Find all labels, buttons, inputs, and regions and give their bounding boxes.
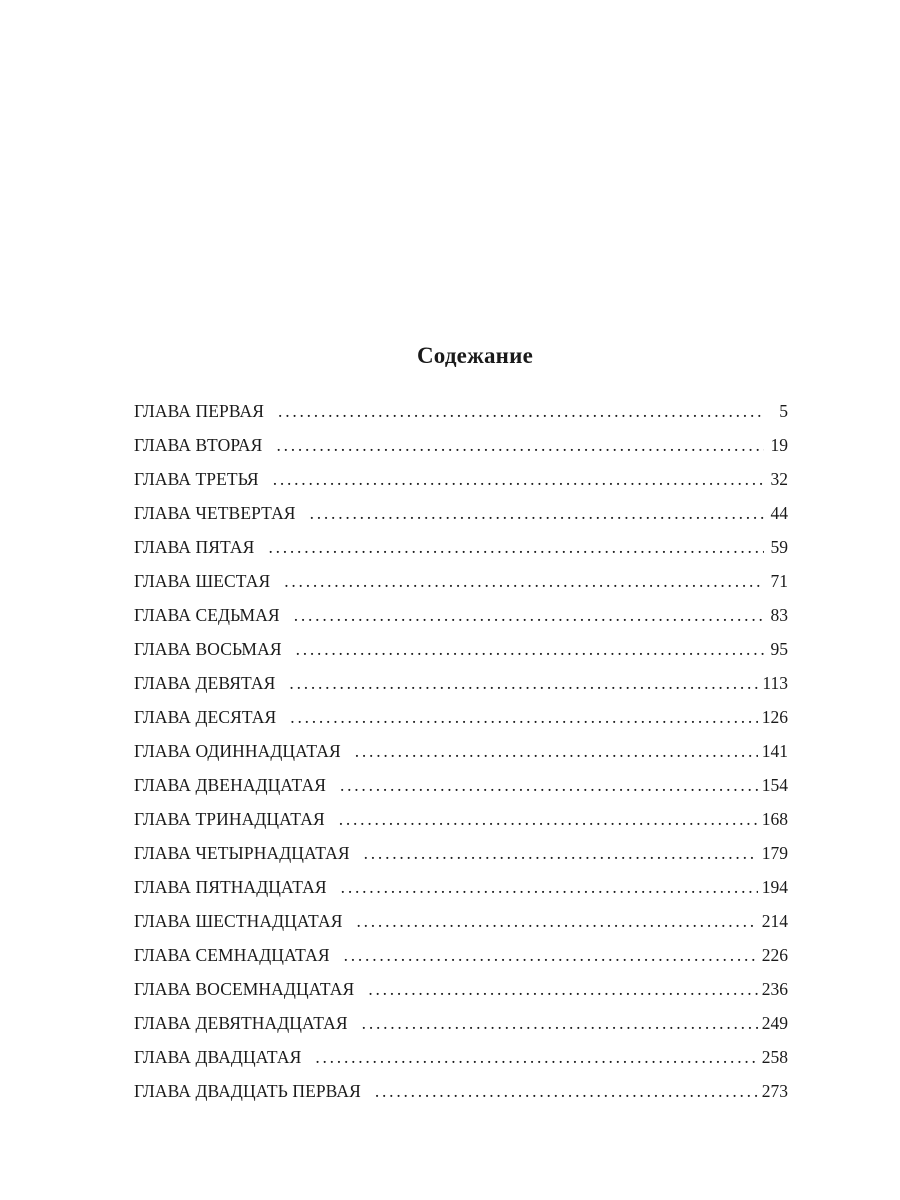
- toc-entry: [134, 771, 788, 805]
- dot-leader: [364, 839, 758, 867]
- dot-leader: [368, 975, 757, 1003]
- toc-entry: [134, 669, 788, 703]
- dot-leader: [310, 499, 764, 527]
- toc-entry: [134, 397, 788, 431]
- chapter-title: ГЛАВА ТРЕТЬЯ: [134, 469, 259, 489]
- dot-leader: [340, 771, 758, 799]
- chapter-title: ГЛАВА ВОСЕМНАДЦАТАЯ: [134, 979, 355, 999]
- dot-leader: [339, 805, 758, 833]
- page-number: 168: [761, 809, 788, 829]
- dot-leader: [289, 669, 758, 697]
- dot-leader: [268, 533, 764, 561]
- chapter-title: ГЛАВА ТРИНАДЦАТАЯ: [134, 809, 325, 829]
- page-number: 126: [761, 707, 788, 727]
- dot-leader: [355, 737, 758, 765]
- chapter-title: ГЛАВА ШЕСТАЯ: [134, 571, 271, 591]
- toc-entry: [134, 465, 788, 499]
- toc-entry: [134, 1043, 788, 1077]
- table-of-contents: [134, 397, 788, 1111]
- page-number: 71: [770, 571, 788, 591]
- chapter-title: ГЛАВА ДВАДЦАТЬ ПЕРВАЯ: [134, 1081, 361, 1101]
- chapter-title: ГЛАВА ШЕСТНАДЦАТАЯ: [134, 911, 343, 931]
- toc-entry: [134, 873, 788, 907]
- dot-leader: [276, 431, 764, 459]
- toc-entry: [134, 975, 788, 1009]
- page-number: 19: [770, 435, 788, 455]
- toc-entry: [134, 499, 788, 533]
- chapter-title: ГЛАВА ПЯТАЯ: [134, 537, 255, 557]
- chapter-title: ГЛАВА ЧЕТВЕРТАЯ: [134, 503, 296, 523]
- dot-leader: [375, 1077, 758, 1105]
- dot-leader: [344, 941, 758, 969]
- page-number: 258: [761, 1047, 788, 1067]
- toc-entry: [134, 635, 788, 669]
- toc-entry: [134, 907, 788, 941]
- chapter-title: ГЛАВА ДВЕНАДЦАТАЯ: [134, 775, 326, 795]
- chapter-title: ГЛАВА ВОСЬМАЯ: [134, 639, 282, 659]
- dot-leader: [315, 1043, 757, 1071]
- dot-leader: [278, 397, 764, 425]
- page-number: 236: [761, 979, 788, 999]
- dot-leader: [294, 601, 764, 629]
- chapter-title: ГЛАВА ПЯТНАДЦАТАЯ: [134, 877, 327, 897]
- chapter-title: ГЛАВА ДЕВЯТНАДЦАТАЯ: [134, 1013, 348, 1033]
- chapter-title: ГЛАВА ЧЕТЫРНАДЦАТАЯ: [134, 843, 350, 863]
- toc-entry: [134, 737, 788, 771]
- toc-entry: [134, 533, 788, 567]
- page-number: 113: [762, 673, 788, 693]
- page-number: 59: [770, 537, 788, 557]
- dot-leader: [284, 567, 764, 595]
- dot-leader: [296, 635, 764, 663]
- toc-entry: [134, 431, 788, 465]
- page-number: 44: [770, 503, 788, 523]
- toc-entry: [134, 601, 788, 635]
- page-number: 141: [761, 741, 788, 761]
- page-number: 249: [761, 1013, 788, 1033]
- toc-entry: [134, 805, 788, 839]
- chapter-title: ГЛАВА ВТОРАЯ: [134, 435, 263, 455]
- page-number: 32: [770, 469, 788, 489]
- dot-leader: [362, 1009, 758, 1037]
- toc-entry: [134, 1009, 788, 1043]
- chapter-title: ГЛАВА ПЕРВАЯ: [134, 401, 265, 421]
- page-number: 95: [770, 639, 788, 659]
- chapter-title: ГЛАВА ДЕВЯТАЯ: [134, 673, 276, 693]
- chapter-title: ГЛАВА ДЕСЯТАЯ: [134, 707, 277, 727]
- chapter-title: ГЛАВА СЕДЬМАЯ: [134, 605, 280, 625]
- page-title: Содежание: [417, 343, 533, 368]
- toc-entry: [134, 839, 788, 873]
- page-number: 83: [770, 605, 788, 625]
- toc-entry: [134, 941, 788, 975]
- dot-leader: [356, 907, 757, 935]
- toc-entry: [134, 567, 788, 601]
- page-number: 5: [779, 401, 788, 421]
- chapter-title: ГЛАВА ДВАДЦАТАЯ: [134, 1047, 302, 1067]
- page-number: 194: [761, 877, 788, 897]
- toc-entry: [134, 703, 788, 737]
- dot-leader: [273, 465, 764, 493]
- dot-leader: [341, 873, 758, 901]
- page-number: 214: [761, 911, 788, 931]
- chapter-title: ГЛАВА ОДИННАДЦАТАЯ: [134, 741, 341, 761]
- page-number: 154: [761, 775, 788, 795]
- page-number: 179: [761, 843, 788, 863]
- dot-leader: [290, 703, 757, 731]
- page-number: 273: [761, 1081, 788, 1101]
- chapter-title: ГЛАВА СЕМНАДЦАТАЯ: [134, 945, 330, 965]
- page-number: 226: [761, 945, 788, 965]
- toc-entry: [134, 1077, 788, 1111]
